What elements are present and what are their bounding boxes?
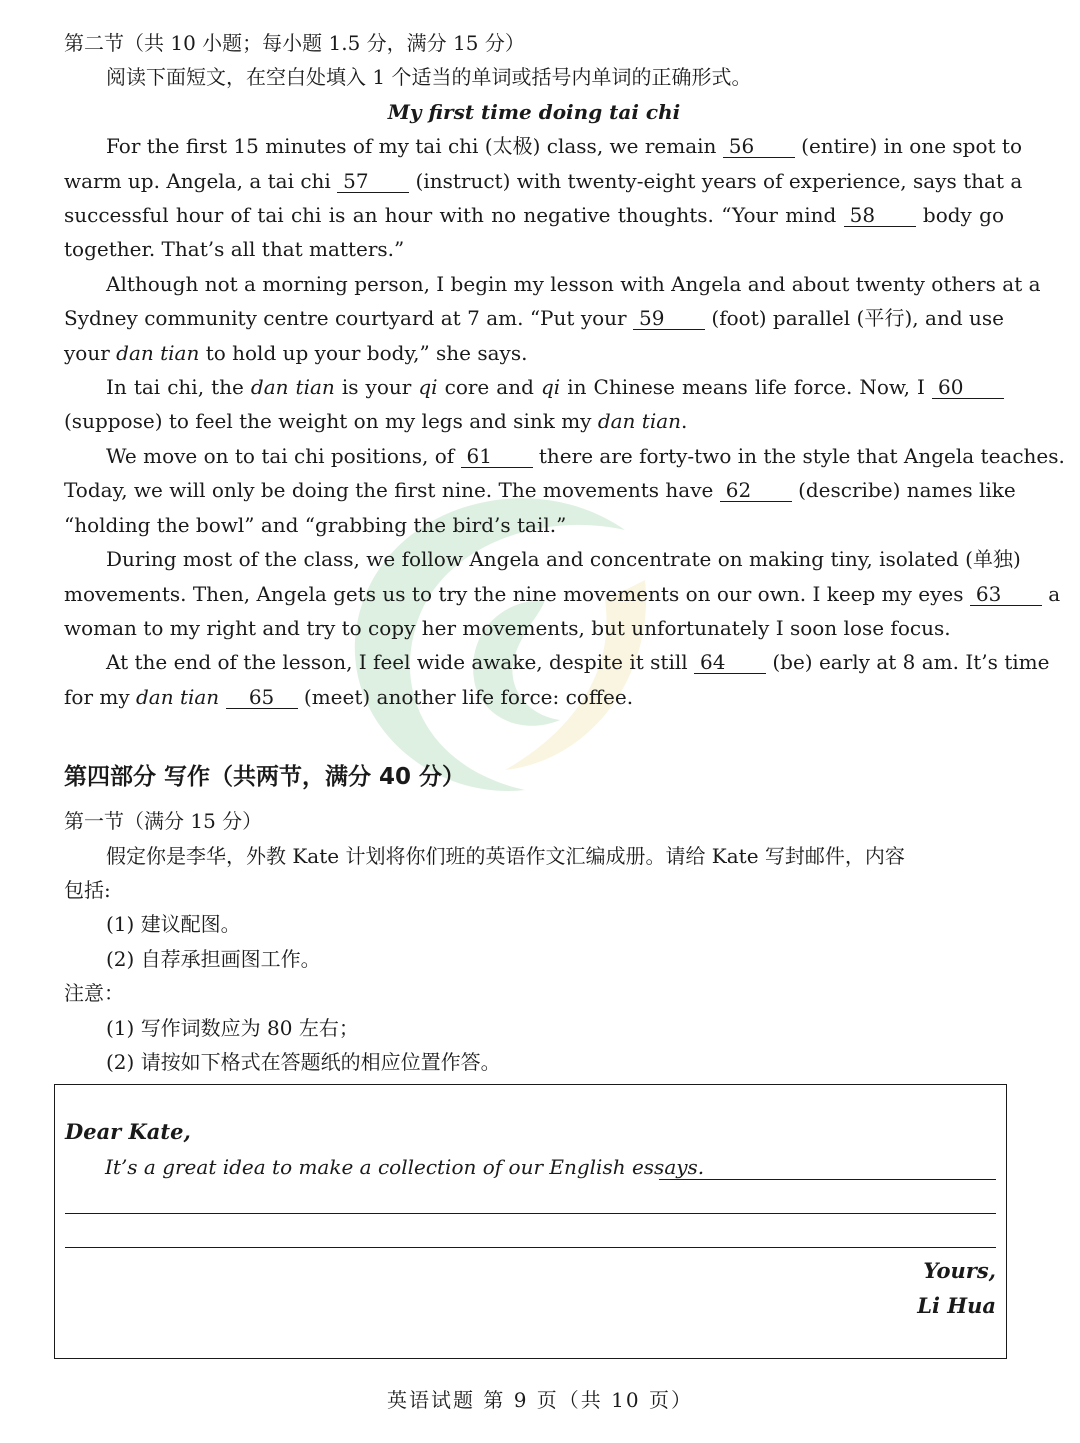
letter-signature: Li Hua <box>917 1293 996 1318</box>
paragraph-2-line-2: Sydney community centre courtyard at 7 am. “Put your 59 (foot) parallel (平行), and use <box>64 306 1005 331</box>
blank-58: 58 <box>844 204 916 227</box>
prompt-item-1: (1) 建议配图。 <box>106 912 241 937</box>
blank-59: 59 <box>633 307 705 330</box>
paragraph-2-line-3: your dan tian to hold up your body,” she says. <box>64 340 528 365</box>
paragraph-1-line-4: together. That’s all that matters.” <box>64 237 405 262</box>
letter-greeting: Dear Kate, <box>65 1119 191 1144</box>
paragraph-4-line-1: We move on to tai chi positions, of 61 there are forty-two in the style that Angela teaches. <box>106 443 1065 468</box>
blank-61: 61 <box>461 445 533 468</box>
exam-content <box>64 26 1065 1079</box>
paragraph-1-line-1: For the first 15 minutes of my tai chi (太极) class, we remain 56 (entire) in one spot to <box>106 134 1022 159</box>
notice-item-2: (2) 请按如下格式在答题纸的相应位置作答。 <box>106 1049 501 1074</box>
letter-opener: It’s a great idea to make a collection of our English essays. <box>105 1155 705 1179</box>
section2-header: 第二节（共 10 小题；每小题 1.5 分，满分 15 分） <box>64 31 525 55</box>
part4-sub-header: 第一节（满分 15 分） <box>64 809 263 834</box>
blank-64: 64 <box>694 651 766 674</box>
section2-instruction: 阅读下面短文，在空白处填入 1 个适当的单词或括号内单词的正确形式。 <box>106 65 752 90</box>
paragraph-3-line-1: In tai chi, the dan tian is your qi core and qi in Chinese means life force. Now, I 60 <box>64 370 1004 404</box>
writing-prompt-line-1: 假定你是李华，外教 Kate 计划将你们班的英语作文汇编成册。请给 Kate 写封邮件，内容 <box>106 843 905 868</box>
blank-57: 57 <box>337 170 409 193</box>
paragraph-4-line-3: “holding the bowl” and “grabbing the bird’s tail.” <box>64 512 567 537</box>
blank-56: 56 <box>723 135 795 158</box>
paragraph-4-line-2: Today, we will only be doing the first nine. The movements have 62 (describe) names like <box>64 478 1016 503</box>
answer-line-1[interactable] <box>659 1179 996 1180</box>
paragraph-5-line-1: During most of the class, we follow Angela and concentrate on making tiny, isolated (单独) <box>106 547 1021 572</box>
blank-65: 65 <box>226 686 298 709</box>
paragraph-3-line-2: (suppose) to feel the weight on my legs and sink my dan tian. <box>64 409 688 434</box>
paragraph-6-line-2: for my dan tian 65 (meet) another life force: coffee. <box>64 684 634 709</box>
answer-line-2[interactable] <box>65 1213 996 1214</box>
letter-answer-box <box>54 1084 1007 1359</box>
part4-header: 第四部分 写作（共两节，满分 40 分） <box>64 764 466 791</box>
paragraph-2-line-1: Although not a morning person, I begin my lesson with Angela and about twenty others at a <box>106 271 1041 296</box>
paragraph-1-line-3: successful hour of tai chi is an hour with no negative thoughts. “Your mind 58 body go <box>64 203 1004 228</box>
notice-label: 注意： <box>64 981 124 1006</box>
paragraph-6-line-1: At the end of the lesson, I feel wide awake, despite it still 64 (be) early at 8 am. It’s time <box>106 650 1050 675</box>
blank-62: 62 <box>720 479 792 502</box>
letter-closing: Yours, <box>923 1258 996 1283</box>
passage-title: My first time doing tai chi <box>387 99 681 124</box>
blank-60: 60 <box>932 376 1004 399</box>
answer-line-3[interactable] <box>65 1247 996 1248</box>
paragraph-5-line-2: movements. Then, Angela gets us to try the nine movements on our own. I keep my eyes 63 a <box>64 581 1061 606</box>
page-footer: 英语试题 第 9 页（共 10 页） <box>387 1388 693 1412</box>
notice-item-1: (1) 写作词数应为 80 左右； <box>106 1015 359 1040</box>
paragraph-1-line-2: warm up. Angela, a tai chi 57 (instruct) with twenty-eight years of experience, says that a <box>64 168 1023 193</box>
paragraph-5-line-3: woman to my right and try to copy her movements, but unfortunately I soon lose focus. <box>64 615 951 640</box>
blank-63: 63 <box>970 583 1042 606</box>
writing-prompt-line-2: 包括: <box>64 877 111 902</box>
prompt-item-2: (2) 自荐承担画图工作。 <box>106 946 321 971</box>
